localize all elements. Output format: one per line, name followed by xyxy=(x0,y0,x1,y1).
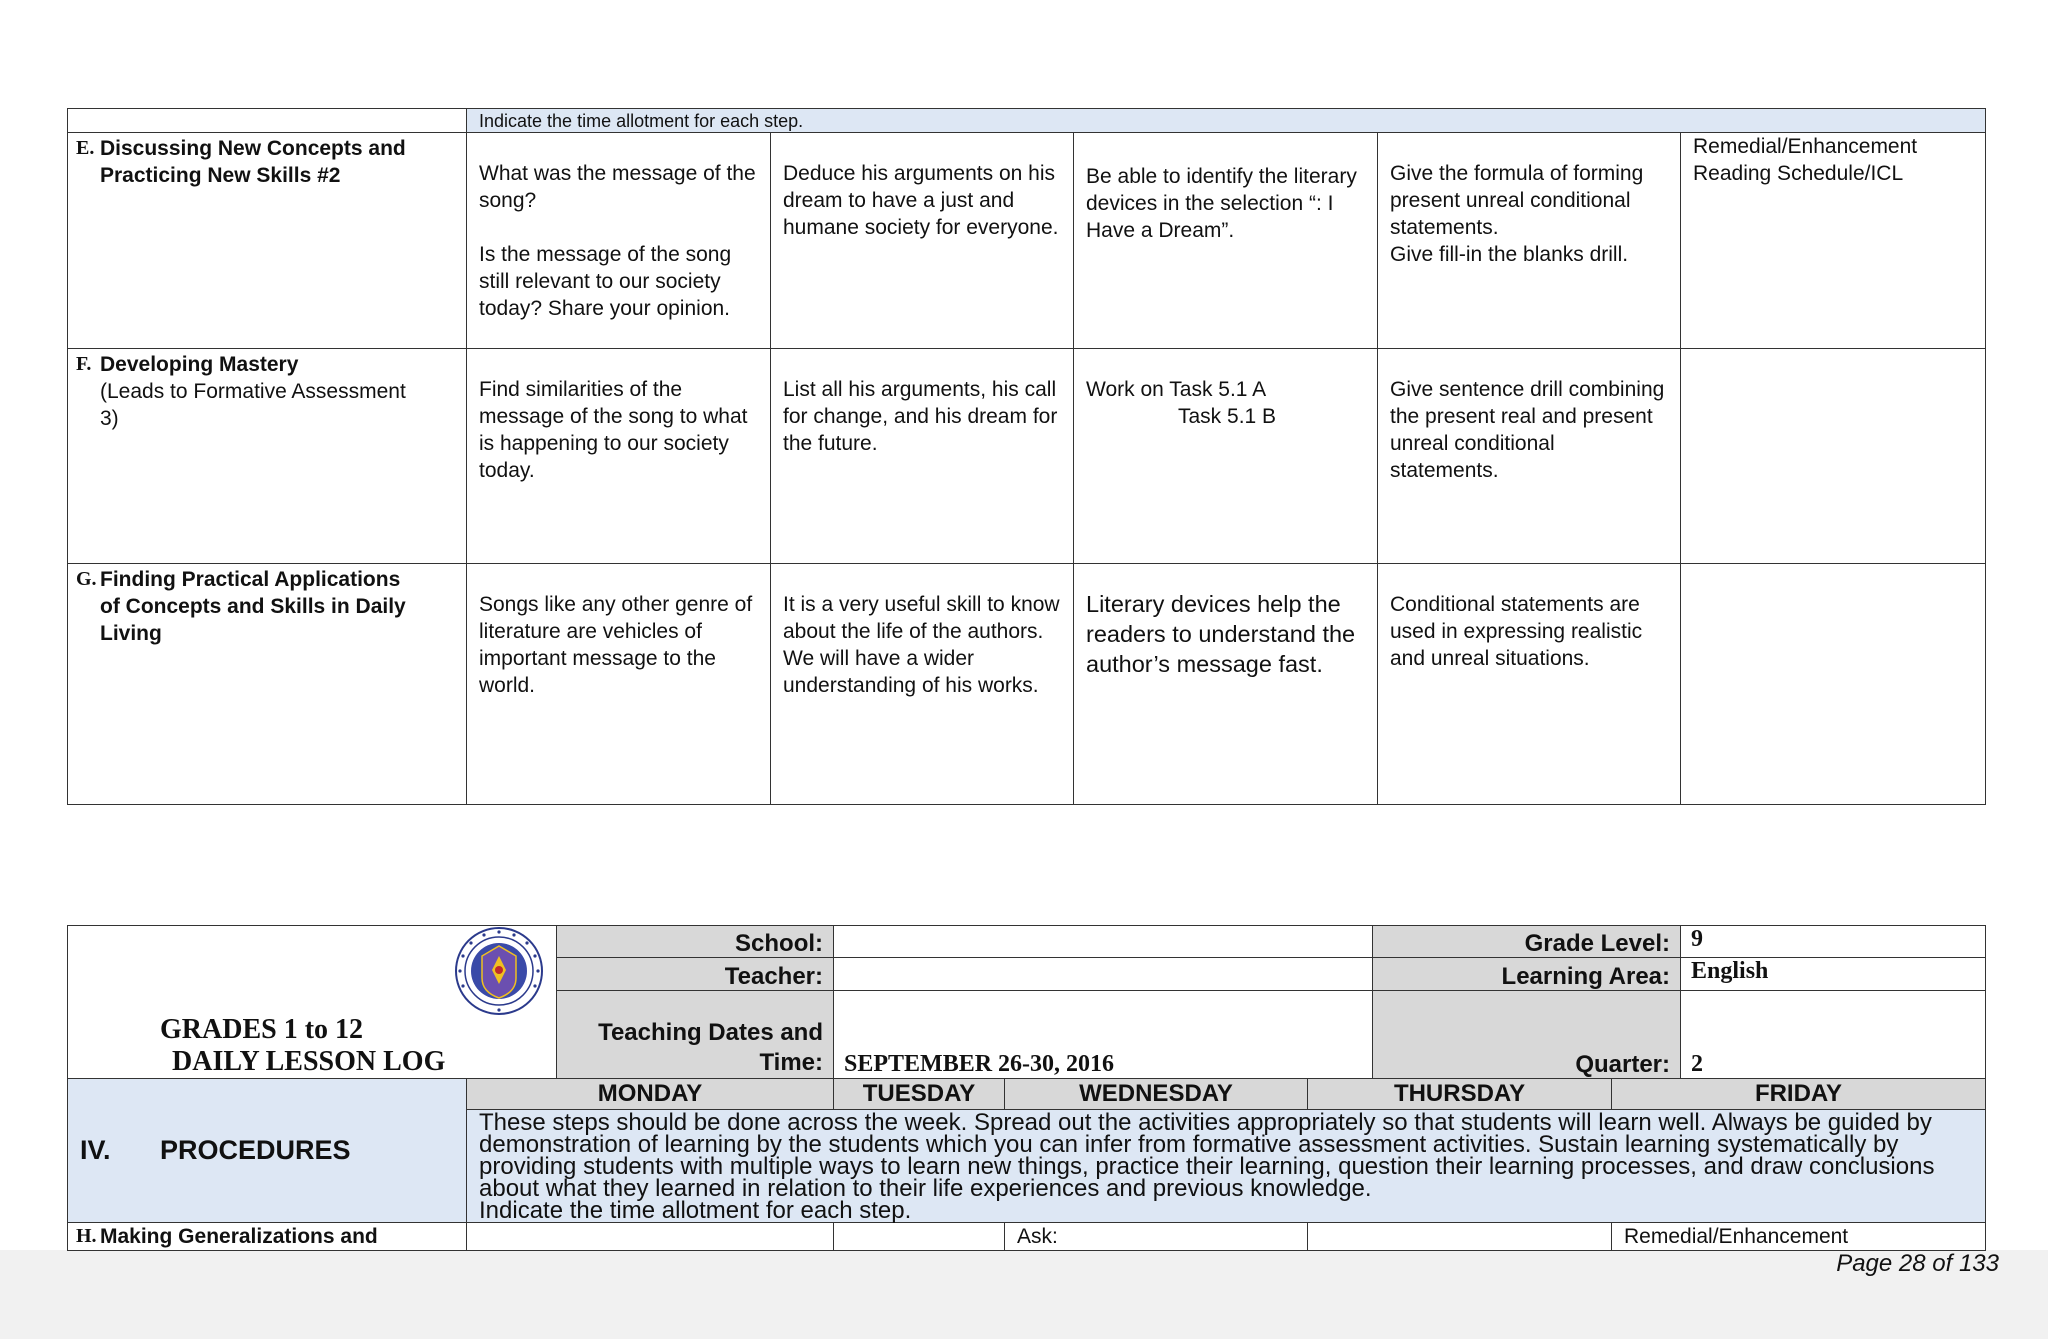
friday-cell xyxy=(1681,133,1986,349)
procedures-number: IV. xyxy=(80,1135,111,1165)
cell-text: Work on Task 5.1 A xyxy=(1086,378,1267,401)
procedures-instructions xyxy=(467,1110,1986,1223)
cell-text: It is a very useful skill to know about the life of the authors. We will have a wider understanding of his works. xyxy=(783,593,1060,697)
cell-text: Find similarities of the message of the song to what is happening to our society today. xyxy=(479,378,748,482)
wednesday-cell xyxy=(1074,564,1378,805)
teaching-dates-value[interactable]: SEPTEMBER 26-30, 2016 xyxy=(834,991,1373,1079)
cell-text: What was the message of the song? xyxy=(479,162,756,212)
quarter-label: Quarter: xyxy=(1373,991,1681,1079)
friday-cell xyxy=(1681,349,1986,564)
monday-cell xyxy=(467,349,771,564)
tuesday-cell xyxy=(771,349,1074,564)
thursday-cell xyxy=(1378,349,1681,564)
log-title-line2: DAILY LESSON LOG xyxy=(172,1046,446,1077)
tuesday-cell xyxy=(771,564,1074,805)
procedures-table-continued xyxy=(67,108,1986,805)
day-header-wednesday: WEDNESDAY xyxy=(1005,1079,1308,1110)
wednesday-cell: Ask: xyxy=(1005,1223,1308,1251)
procedure-label-e xyxy=(68,133,467,349)
procedure-letter: F. xyxy=(76,353,92,375)
page-bottom-margin xyxy=(0,1250,2048,1339)
cell-text: Remedial/Enhancement xyxy=(1693,135,1918,158)
table-row xyxy=(68,133,1986,349)
day-header-thursday: THURSDAY xyxy=(1308,1079,1612,1110)
cell-text: Deduce his arguments on his dream to have a just and humane society for everyone. xyxy=(783,162,1059,239)
cell-text: Is the message of the song still relevant to our society today? Share your opinion. xyxy=(479,243,732,320)
grade-level-label: Grade Level: xyxy=(1373,926,1681,958)
school-value[interactable] xyxy=(834,926,1373,958)
procedure-label-h xyxy=(68,1223,467,1251)
cell-text: Be able to identify the literary devices in the selection “: I Have a Dream”. xyxy=(1086,165,1357,242)
thursday-cell xyxy=(1308,1223,1612,1251)
grade-level-value[interactable]: 9 xyxy=(1681,926,1986,958)
school-label: School: xyxy=(557,926,834,958)
cell-text: Give sentence drill combining the present real and present unreal conditional statements. xyxy=(1390,378,1665,482)
procedures-heading xyxy=(68,1079,467,1223)
table-row xyxy=(68,1223,1986,1251)
wednesday-cell xyxy=(1074,133,1378,349)
monday-cell xyxy=(467,564,771,805)
monday-cell xyxy=(467,133,771,349)
learning-area-label: Learning Area: xyxy=(1373,958,1681,991)
procedure-label-g xyxy=(68,564,467,805)
wednesday-cell xyxy=(1074,349,1378,564)
quarter-value[interactable]: 2 xyxy=(1681,991,1986,1079)
procedure-label-f xyxy=(68,349,467,564)
cell-text: Conditional statements are used in expressing realistic and unreal situations. xyxy=(1390,593,1643,670)
teaching-dates-label xyxy=(557,991,834,1079)
procedures-label: PROCEDURES xyxy=(160,1135,351,1165)
day-header-tuesday: TUESDAY xyxy=(834,1079,1005,1110)
cell-text: Reading Schedule/ICL xyxy=(1693,162,1904,185)
procedure-letter: E. xyxy=(76,137,95,159)
title-cell xyxy=(68,926,557,1079)
log-title-line1: GRADES 1 to 12 xyxy=(160,1014,364,1045)
teaching-dates-label-line2: Time: xyxy=(759,1049,824,1076)
thursday-cell xyxy=(1378,564,1681,805)
procedure-letter: G. xyxy=(76,568,97,590)
instructions-text: These steps should be done across the week. Spread out the activities appropriately so that students will learn well. Always be guided by demonstration of learning by the students which you can infer from formative assessment activities. Sustain learning systematically by providing students with multiple ways to learn new things, practice their learning, question their learning processes, and draw conclusions about what they learned in relation to their life experiences and previous knowledge. xyxy=(479,1109,1935,1202)
teacher-label: Teacher: xyxy=(557,958,834,991)
cell-text: Task 5.1 B xyxy=(1178,405,1277,428)
cell-text: Songs like any other genre of literature are vehicles of important message to the world. xyxy=(479,593,753,697)
procedure-subtitle: (Leads to Formative Assessment 3) xyxy=(100,380,406,430)
cell-text: List all his arguments, his call for change, and his dream for the future. xyxy=(783,378,1058,455)
tuesday-cell xyxy=(771,133,1074,349)
cell-text: Literary devices help the readers to understand the author’s message fast. xyxy=(1086,591,1356,677)
day-header-monday: MONDAY xyxy=(467,1079,834,1110)
monday-cell xyxy=(467,1223,834,1251)
procedure-letter: H. xyxy=(76,1225,97,1247)
teacher-value[interactable] xyxy=(834,958,1373,991)
learning-area-value[interactable]: English xyxy=(1681,958,1986,991)
day-header-friday: FRIDAY xyxy=(1612,1079,1986,1110)
cell-text: Give the formula of forming present unreal conditional statements. xyxy=(1390,162,1644,239)
page-number: Page 28 of 133 xyxy=(1836,1250,1999,1277)
procedure-title: Finding Practical Applications of Concepts and Skills in Daily Living xyxy=(100,568,406,645)
procedure-title: Discussing New Concepts and Practicing New Skills #2 xyxy=(100,137,406,187)
time-allotment-note: Indicate the time allotment for each step. xyxy=(467,109,1986,133)
thursday-cell xyxy=(1378,133,1681,349)
friday-cell: Remedial/Enhancement xyxy=(1612,1223,1986,1251)
procedure-title: Developing Mastery xyxy=(100,353,299,376)
teaching-dates-label-line1: Teaching Dates and xyxy=(598,1019,824,1046)
table-row xyxy=(68,564,1986,805)
table-row xyxy=(68,349,1986,564)
cell-text: Give fill-in the blanks drill. xyxy=(1390,243,1629,266)
blank-label-cell xyxy=(68,109,467,133)
friday-cell xyxy=(1681,564,1986,805)
procedure-title-block xyxy=(100,351,425,432)
time-allotment-note: Indicate the time allotment for each step. xyxy=(479,1197,912,1224)
lesson-log-header-table xyxy=(67,925,1986,1251)
procedure-title: Making Generalizations and xyxy=(100,1225,378,1248)
tuesday-cell xyxy=(834,1223,1005,1251)
